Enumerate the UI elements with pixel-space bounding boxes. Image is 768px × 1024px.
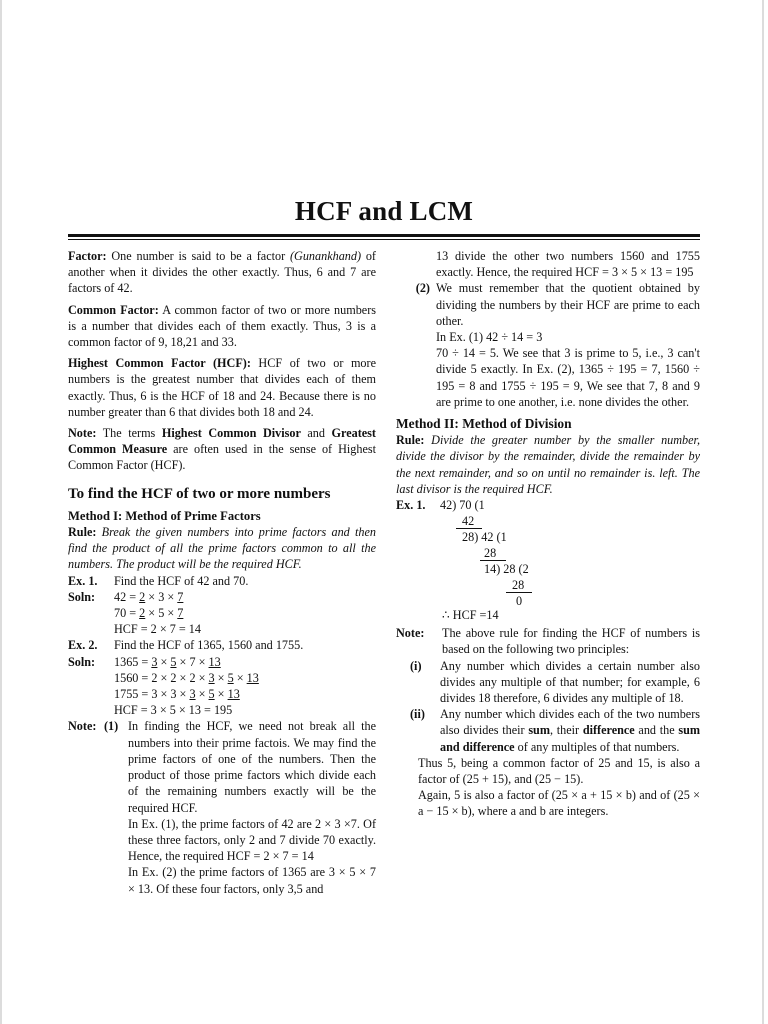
terms-note: Note: The terms Highest Common Divisor and Greatest Common Measure are often used in the sense of Highest Common Factor (HCF).	[68, 426, 376, 473]
note1-example2-explanation: In Ex. (2) the prime factors of 1365 are 3 × 5 × 7 × 13. Of these four factors, only 3,5 and	[128, 865, 376, 896]
section-heading: To find the HCF of two or more numbers	[68, 485, 331, 502]
hcf-definition: Highest Common Factor (HCF): HCF of two or more numbers is the greatest number that divides each of them exactly. Thus, 6 is the HCF of 18 and 24. Because there is no number greater than 6 that divides both 18 and 24.	[68, 356, 376, 419]
example1-question: Ex. 1. Find the HCF of 42 and 70.	[68, 573, 249, 588]
example2-solution-line3: 1755 = 3 × 3 × 3 × 5 × 13	[114, 687, 240, 702]
note1-example1-explanation: In Ex. (1), the prime factors of 42 are 2 × 3 ×7. Of these three factors, only 2 and 7 divide 70 exactly. Hence, the required HCF = 2 × 7 = 14	[128, 816, 376, 864]
method2-rule: Rule: Divide the greater number by the smaller number, divide the divisor by the remainder, divide the remainder by the next remainder, and so on until no remainder is. left. The last divisor is the required HCF.	[396, 433, 700, 496]
division-result: ∴ HCF =14	[442, 608, 499, 623]
method2-heading: Method II: Method of Division	[396, 416, 572, 432]
page-edge-right	[762, 0, 764, 1024]
title-rule-thin	[68, 239, 700, 240]
note2-line-a: In Ex. (1) 42 ÷ 14 = 3	[436, 330, 543, 345]
example2-solution-line1: Soln: 1365 = 3 × 5 × 7 × 13	[68, 654, 221, 669]
division-subtract3: 28	[512, 578, 525, 593]
note2-line-b: 70 ÷ 14 = 5. We see that 3 is prime to 5, i.e., 3 can't divide 5 exactly. In Ex. (2), 1365 ÷ 195 = 7, 1560 ÷ 195 = 8 and 1755 ÷ 195 = 9, We see that 7, 8 and 9 are prime to one another, i.e. none divides the other.	[436, 346, 700, 409]
left-column	[68, 248, 376, 897]
division-subtract1: 42	[462, 514, 475, 529]
division-step2: 28) 42 (1	[462, 530, 507, 545]
method1-heading: Method I: Method of Prime Factors	[68, 508, 261, 523]
example1-solution-line1: Soln: 42 = 2 × 3 × 7	[68, 589, 184, 604]
method1-rule: Rule: Break the given numbers into prime factors and then find the product of all the prime factors common to all the numbers. The product will be the required HCF.	[68, 525, 376, 572]
division-remainder: 0	[516, 594, 523, 609]
note2: (2) We must remember that the quotient obtained by dividing the numbers by their HCF are prime to each other.	[415, 281, 700, 328]
division-example-label: Ex. 1.	[396, 498, 426, 513]
common-factor-definition: Common Factor: A common factor of two or more numbers is a number that divides each of them exactly. Thus, 3 is a common factor of 9, 18,21 and 33.	[68, 302, 376, 350]
note1-continuation: 13 divide the other two numbers 1560 and 1755 exactly. Hence, the required HCF = 3 × 5 × 13 = 195	[436, 249, 700, 280]
factor-definition: Factor: One number is said to be a factor (Gunankhand) of another when it divides the other exactly. Thus, 6 and 7 are factors of 42.	[68, 249, 376, 296]
page-edge-left	[0, 0, 2, 1024]
principle-ii: (ii) Any number which divides each of the two numbers also divides their sum, their difference and the sum and difference of any multiples of that numbers.	[410, 707, 701, 754]
note1: Note: (1) In finding the HCF, we need not break all the numbers into their prime factois. We may find the prime factors of one of the numbers. Then the product of those prime factors which divide each of the remaining numbers exactly will be the required HCF.	[68, 719, 376, 815]
example2-hcf: HCF = 3 × 5 × 13 = 195	[114, 703, 233, 718]
multiples-example: Again, 5 is also a factor of (25 × a + 15 × b) and of (25 × a − 15 × b), where a and b are integers.	[418, 788, 700, 819]
page-title: HCF and LCM	[294, 196, 474, 226]
long-division-example	[396, 497, 700, 607]
division-step1: 42) 70 (1	[440, 498, 485, 513]
division-step3: 14) 28 (2	[484, 562, 529, 577]
example1-solution-line2: 70 = 2 × 5 × 7	[114, 606, 184, 621]
note3: Note: The above rule for finding the HCF of numbers is based on the following two principles:	[396, 626, 700, 657]
right-column	[396, 248, 700, 820]
division-subtract2: 28	[484, 546, 497, 561]
principle-i: (i) Any number which divides a certain number also divides any multiple of that number; for example, 6 divides 18 therefore, 6 divides any multiple of 18.	[410, 658, 700, 706]
example1-hcf: HCF = 2 × 7 = 14	[114, 622, 201, 637]
example2-question: Ex. 2. Find the HCF of 1365, 1560 and 1755.	[68, 638, 304, 653]
example2-solution-line2: 1560 = 2 × 2 × 2 × 3 × 5 × 13	[114, 670, 259, 685]
common-factor-example: Thus 5, being a common factor of 25 and 15, is also a factor of (25 + 15), and (25 − 15).	[418, 755, 700, 787]
title-rule-thick	[68, 234, 700, 237]
